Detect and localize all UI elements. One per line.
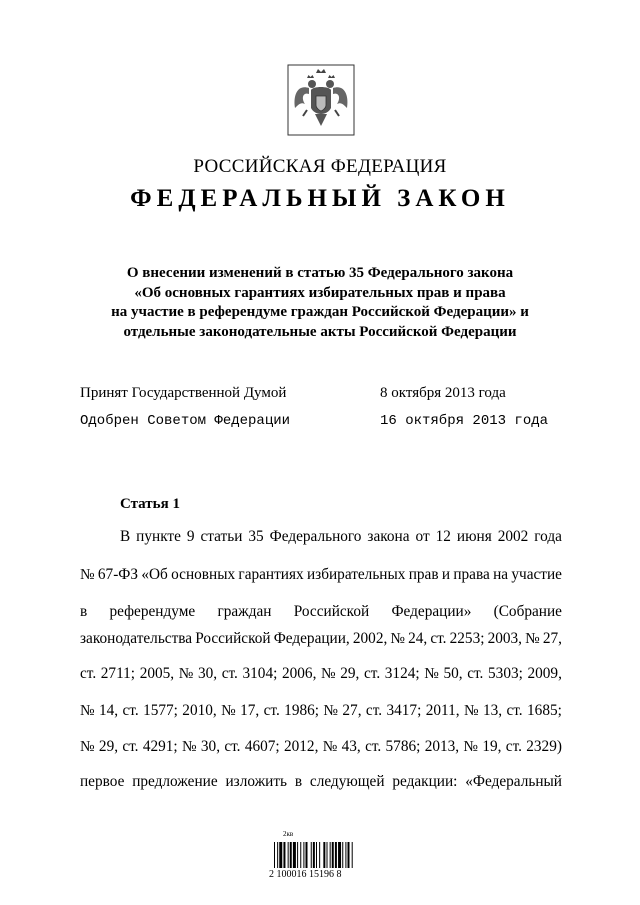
document-type-heading: ФЕДЕРАЛЬНЫЙ ЗАКОН <box>130 185 510 212</box>
article-text-line <box>80 738 562 756</box>
barcode-bar <box>288 842 289 868</box>
barcode-bar <box>274 842 275 868</box>
word: 4291; <box>142 738 178 755</box>
word: 2329) <box>526 738 562 755</box>
word: основных <box>171 566 236 583</box>
word: № <box>221 702 236 719</box>
article-text-line <box>80 566 562 584</box>
barcode-bar <box>348 842 350 868</box>
council-approval-label: Одобрен Советом Федерации <box>80 413 291 429</box>
word: 9 <box>186 528 195 545</box>
word: 1577; <box>143 702 178 719</box>
duma-adoption-date: 8 октября 2013 года <box>380 385 506 401</box>
barcode-bar <box>332 842 334 868</box>
word: 12 <box>435 528 451 545</box>
word: ст. <box>221 665 238 682</box>
word: 43, <box>341 738 361 755</box>
word: избирательных <box>306 566 406 583</box>
barcode-bar <box>290 842 292 868</box>
word: № <box>463 702 479 719</box>
word: в <box>80 603 88 620</box>
word: редакции: <box>392 773 458 790</box>
word: «Об <box>141 566 168 583</box>
word: № <box>463 738 479 755</box>
word: № <box>178 665 194 682</box>
word: 27, <box>342 702 362 719</box>
word: ст. <box>263 702 280 719</box>
word: Российской <box>293 603 370 620</box>
word: 29, <box>98 738 119 755</box>
barcode-stub-mark: 2кв <box>283 830 294 838</box>
word: 2006, <box>281 665 317 682</box>
word: 5786; <box>385 738 421 755</box>
barcode-bar <box>319 842 320 868</box>
word: ст. <box>122 702 139 719</box>
word: ст. <box>224 738 241 755</box>
word: № <box>181 738 197 755</box>
word: ст. <box>365 702 383 719</box>
word: 29, <box>340 665 360 682</box>
word: пункте <box>136 528 181 545</box>
word: № <box>424 665 439 682</box>
duma-adoption-label: Принят Государственной Думой <box>80 385 287 401</box>
word: на <box>493 566 509 583</box>
word: 17, <box>240 702 260 719</box>
word: 2011, <box>425 702 460 719</box>
word: ст. <box>122 738 139 755</box>
word: № <box>322 738 338 755</box>
barcode-bar <box>311 842 312 868</box>
word: прав <box>408 566 439 583</box>
word: 2253; <box>449 630 485 647</box>
word: граждан <box>217 603 272 620</box>
barcode-bar <box>330 842 331 868</box>
word: 2711; <box>100 665 136 682</box>
word: 2002, <box>352 630 388 647</box>
barcode <box>266 840 376 890</box>
word: ст. <box>430 630 447 647</box>
barcode-bar <box>293 842 296 868</box>
barcode-bar <box>345 842 346 868</box>
word: 19, <box>482 738 502 755</box>
law-title-line: «Об основных гарантиях избирательных прав и права <box>134 284 506 301</box>
word: 67-ФЗ <box>97 566 139 583</box>
word: 1986; <box>284 702 320 719</box>
barcode-number: 2 100016 15196 8 <box>269 869 342 880</box>
word: 30, <box>197 665 218 682</box>
barcode-bar <box>335 842 337 868</box>
word: 30, <box>200 738 221 755</box>
word: 2009, <box>527 665 562 682</box>
word: № <box>80 702 95 719</box>
word: года <box>534 528 562 545</box>
law-title-line: О внесении изменений в статью 35 Федерального закона <box>126 265 514 281</box>
word: 24, <box>408 630 428 647</box>
word: 3417; <box>386 702 422 719</box>
word: 3104; <box>242 665 278 682</box>
word: изложить <box>225 773 288 790</box>
word: законодательства <box>80 630 193 647</box>
word: 1685; <box>527 702 562 719</box>
word: № <box>323 702 339 719</box>
word: предложение <box>132 773 218 790</box>
word: № <box>80 738 95 755</box>
word: 2003, <box>487 630 522 647</box>
word: следующей <box>309 773 385 790</box>
word: закона <box>367 528 410 545</box>
word: 2002 <box>497 528 529 545</box>
word: Российской <box>195 630 271 647</box>
word: 4607; <box>244 738 280 755</box>
word: 5303; <box>488 665 523 682</box>
word: В <box>120 528 131 545</box>
word: 2012, <box>283 738 319 755</box>
article-text-line <box>80 773 562 791</box>
word: «Федеральный <box>465 773 562 790</box>
barcode-bar <box>277 842 278 868</box>
word: референдуме <box>109 603 196 620</box>
country-heading: РОССИЙСКАЯ ФЕДЕРАЦИЯ <box>193 156 447 177</box>
word: ст. <box>364 665 381 682</box>
article-text-line <box>80 603 562 621</box>
word: ст. <box>365 738 382 755</box>
word: в <box>294 773 303 790</box>
word: гарантиях <box>238 566 304 583</box>
word: от <box>415 528 430 545</box>
word: статьи <box>200 528 243 545</box>
word: ст. <box>467 665 484 682</box>
word: Федерального <box>269 528 362 545</box>
word: № <box>80 566 95 583</box>
word: № <box>321 665 336 682</box>
word: и <box>441 566 451 583</box>
word: Федерации» <box>391 603 472 620</box>
law-title-line: на участие в референдуме граждан Российской Федерации» и <box>111 304 529 320</box>
word: права <box>453 566 490 583</box>
barcode-bar <box>342 842 343 868</box>
word: № <box>390 630 406 647</box>
barcode-bar <box>306 842 308 868</box>
word: Федерации, <box>273 630 350 647</box>
word: ст. <box>506 702 523 719</box>
word: июня <box>456 528 492 545</box>
word: 2005, <box>139 665 175 682</box>
article-text-line <box>120 528 562 546</box>
word: 3124; <box>384 665 420 682</box>
word: № <box>525 630 540 647</box>
word: 50, <box>443 665 463 682</box>
barcode-bar <box>313 842 315 868</box>
council-approval-date: 16 октября 2013 года <box>380 413 549 429</box>
barcode-bar <box>283 842 285 868</box>
word: 35 <box>248 528 264 545</box>
word: 2010, <box>182 702 217 719</box>
barcode-bar <box>279 842 282 868</box>
article-text-line <box>80 665 562 683</box>
word: (Собрание <box>493 603 562 620</box>
barcode-bar <box>327 842 328 868</box>
article-text-line <box>80 630 562 648</box>
barcode-bar <box>323 842 325 868</box>
word: ст. <box>505 738 522 755</box>
barcode-bar <box>338 842 341 868</box>
barcode-bar <box>297 842 298 868</box>
barcode-bar <box>316 842 317 868</box>
law-title-line: отдельные законодательные акты Российской Федерации <box>123 323 517 340</box>
law-title <box>0 264 640 342</box>
barcode-bar <box>352 842 353 868</box>
word: участие <box>511 566 562 583</box>
word: ст. <box>80 665 97 682</box>
word: 13, <box>482 702 503 719</box>
word: 14, <box>99 702 119 719</box>
article-heading: Статья 1 <box>120 496 180 512</box>
barcode-bar <box>300 842 301 868</box>
word: первое <box>80 773 125 790</box>
word: 27, <box>542 630 562 647</box>
word: 2013, <box>424 738 460 755</box>
barcode-bar <box>303 842 304 868</box>
article-text-line <box>80 702 562 720</box>
state-emblem-icon <box>287 64 355 136</box>
